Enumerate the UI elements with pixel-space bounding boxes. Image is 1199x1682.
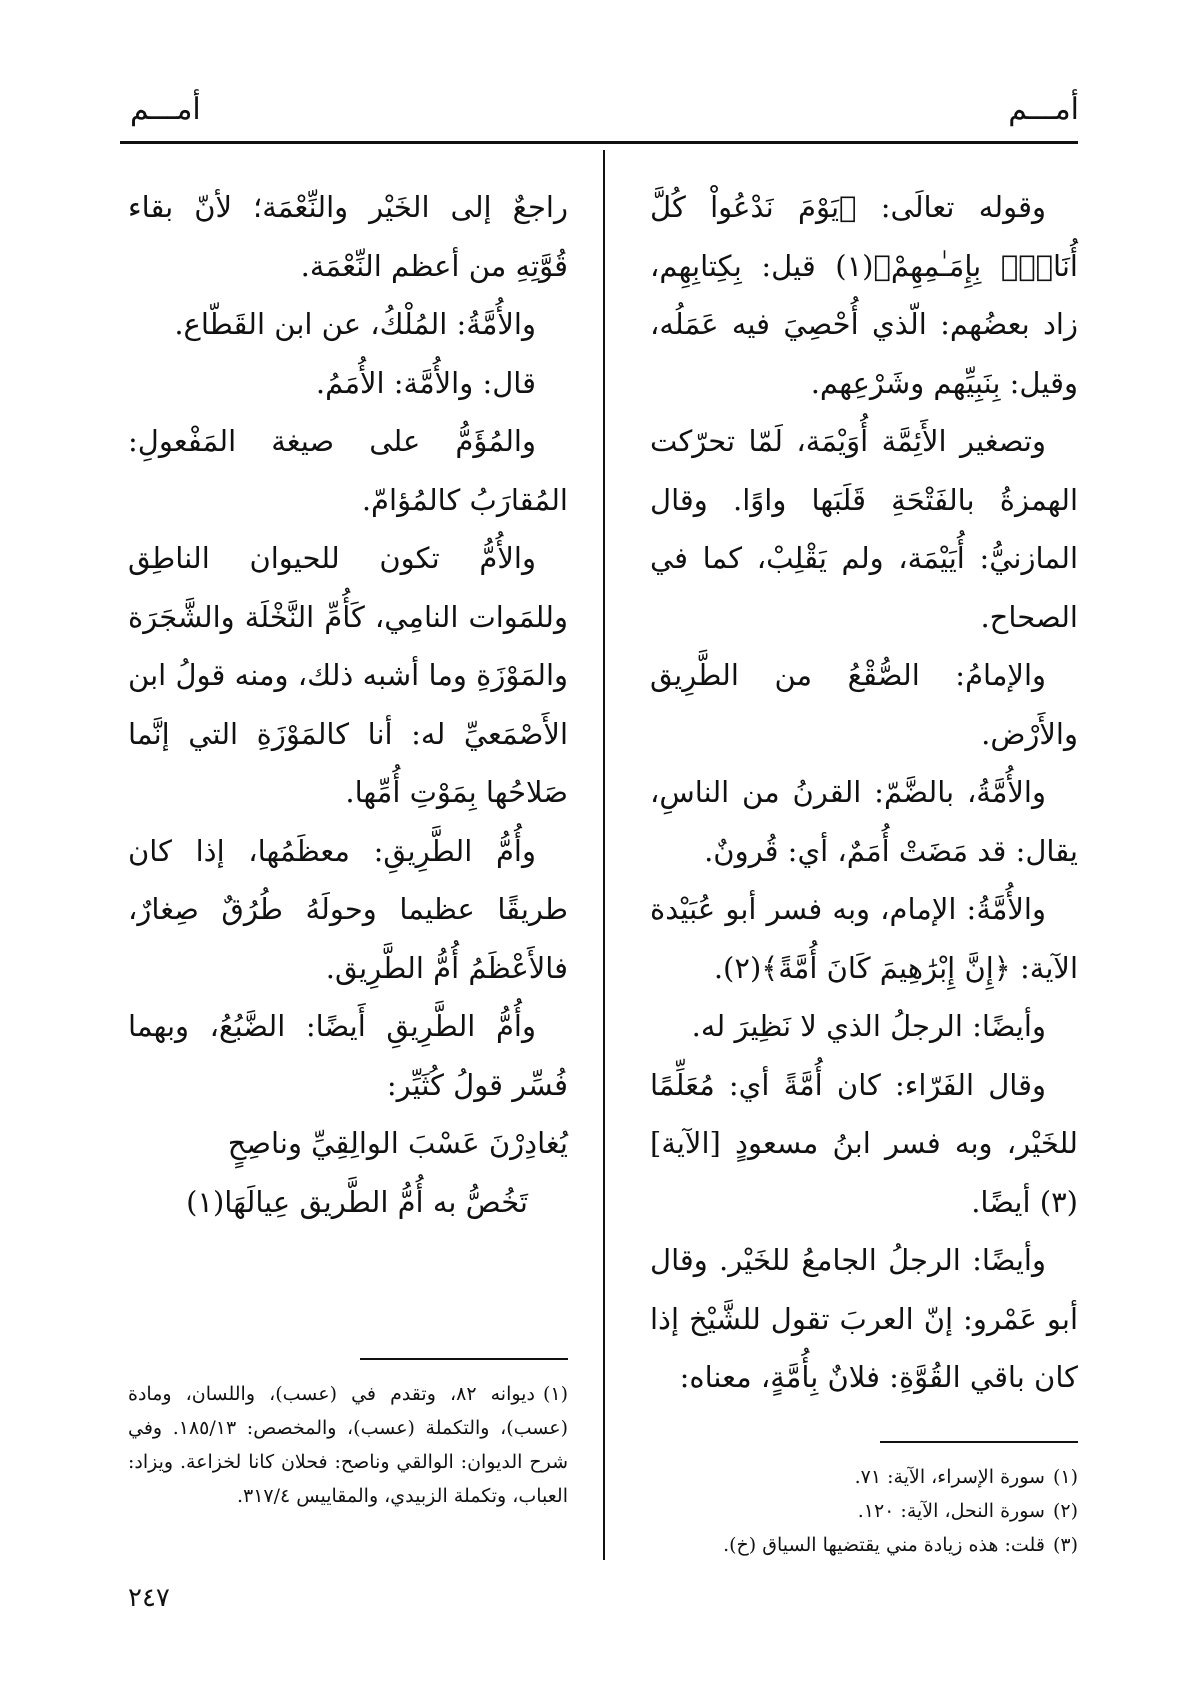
right-column [650, 178, 1078, 1407]
paragraph: وأيضًا: الرجلُ الجامعُ للخَيْر. وقال أبو عَمْرو: إنّ العربَ تقول للشَّيْخ إذا كان باقي القُوَّةِ: فلانٌ بِأُمَّةٍ، معناه: [650, 1243, 1078, 1394]
footnote [650, 1528, 1078, 1562]
footnote-text: قلت: هذه زيادة مني يقتضيها السياق (خ). [723, 1534, 1045, 1556]
footnote-rule [880, 1441, 1078, 1443]
footnote-number: (٣) [1052, 1534, 1078, 1556]
footnote-rule [360, 1358, 568, 1360]
footnote-number: (١) [542, 1383, 568, 1405]
footnote [128, 1377, 568, 1513]
footnote-text: ديوانه ٨٢، وتقدم في (عسب)، واللسان، ومادة (عسب)، والتكملة (عسب)، والمخصص: ١٨٥/١٣. وفي شرح الديوان: الوالقي وناصح: فحلان كانا لخزاعة. ويزاد: العباب، وتكملة الزبيدي، والمقاييس ٣١٧/٤. [128, 1383, 568, 1507]
header-rule [120, 141, 1078, 144]
page-number: ٢٤٧ [128, 1583, 170, 1613]
paragraph: وتصغير الأَئِمَّة أُوَيْمَة، لَمّا تحرّكت الهمزةُ بالفَتْحَةِ قَلَبَها واوًا. وقال المازنيُّ: أُيَيْمَة، ولم يَقْلِبْ، كما في الصحاح. [650, 424, 1078, 634]
paragraph: والأُمَّةُ: الإمام، وبه فسر أبو عُبَيْدة الآية: ﴿إِنَّ إِبْرَٰهِيمَ كَانَ أُمَّةً﴾(٢). [650, 892, 1078, 985]
verse-line: يُغادِرْنَ عَسْبَ الوالِقِيِّ وناصِحٍ [227, 1126, 568, 1160]
footnote-text: سورة الإسراء، الآية: ٧١. [854, 1466, 1045, 1488]
footnote [650, 1460, 1078, 1494]
paragraph: وأُمُّ الطَّرِيقِ: معظَمُها، إذا كان طريقًا عظيما وحولَهُ طُرُقٌ صِغارٌ، فالأَعْظَمُ أُمُّ الطَّرِيق. [128, 833, 568, 985]
left-column [128, 178, 568, 1231]
paragraph: راجعٌ إلى الخَيْر والنِّعْمَة؛ لأنّ بقاء قُوَّتِهِ من أعظم النِّعْمَة. [128, 190, 568, 283]
paragraph: وأيضًا: الرجلُ الذي لا نَظِيرَ له. [691, 1009, 1046, 1043]
footnote-text: سورة النحل، الآية: ١٢٠. [857, 1500, 1045, 1522]
paragraph: وقال الفَرّاء: كان أُمَّةً أي: مُعَلِّمًا للخَيْر، وبه فسر ابنُ مسعودٍ [الآية](٣) أيضًا. [650, 1067, 1078, 1219]
verse-line: تَخُصُّ به أُمُّ الطَّريق عِيالَهَا(١) [186, 1184, 528, 1219]
paragraph: والإمامُ: الصُّقْعُ من الطَّرِيق والأَرْض. [650, 658, 1078, 751]
paragraph: قال: والأُمَّة: الأُمَمُ. [315, 365, 536, 400]
paragraph: والأُمَّةُ، بالضَّمّ: القرنُ من الناسِ، يقال: قد مَضَتْ أُمَمٌ، أي: قُرونٌ. [650, 775, 1078, 868]
paragraph: وقوله تعالَى: ﴿يَوْمَ نَدْعُواْ كُلَّ أُنَاسِۭ بِإِمَـٰمِهِمْ﴾(١) قيل: بِكِتابِهِم، زاد بعضُهم: الّذي أُحْصِيَ فيه عَمَلُه، وقيل: بِنَبِيِّهم وشَرْعِهم. [650, 190, 1078, 400]
footnote [650, 1494, 1078, 1528]
paragraph: وأُمُّ الطَّرِيقِ أَيضًا: الضَّبُعُ، وبهما فُسِّر قولُ كُثَيِّر: [128, 1009, 568, 1102]
running-head-left: أمـــم [130, 92, 201, 127]
footnote-number: (١) [1052, 1466, 1078, 1488]
paragraph: والأُمَّةُ: المُلْكُ، عن ابن القَطّاع. [174, 307, 536, 341]
running-head-right: أمـــم [1008, 92, 1079, 127]
paragraph: والأُمُّ تكون للحيوان الناطِق وللمَوات النامِي، كَأُمِّ النَّخْلَة والشَّجَرَة والمَوْزَةِ وما أشبه ذلك، ومنه قولُ ابن الأَصْمَعيِّ له: أنا كالمَوْزَةِ التي إنَّما صَلاحُها بِمَوْتِ أُمِّها. [128, 541, 568, 809]
page-header [0, 0, 1199, 140]
paragraph: والمُؤَمُّ على صيغة المَفْعولِ: المُقارَبُ كالمُؤامّ. [128, 424, 568, 517]
right-footnotes [650, 1460, 1078, 1562]
left-footnotes [128, 1377, 568, 1513]
footnote-number: (٢) [1052, 1500, 1078, 1522]
column-divider [603, 150, 605, 1560]
